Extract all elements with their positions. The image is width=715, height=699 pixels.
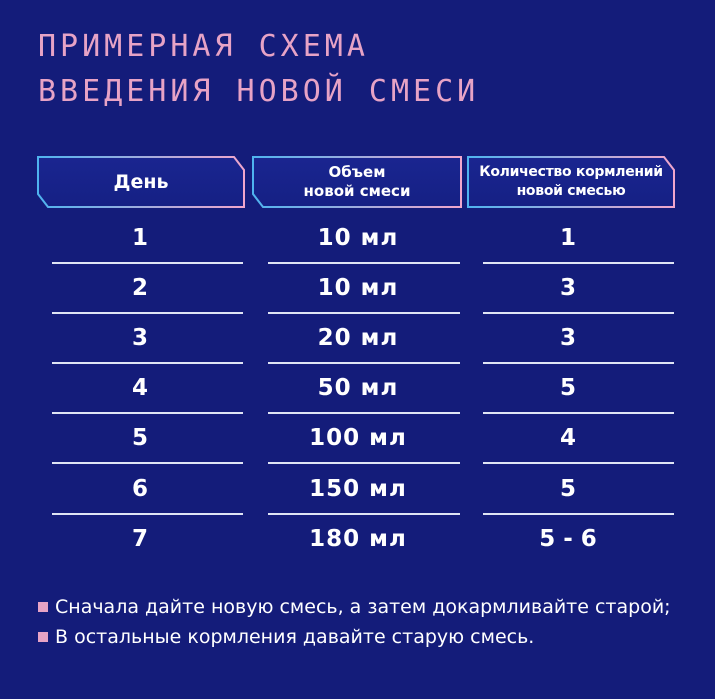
note-item	[38, 596, 671, 618]
square-bullet-icon	[38, 632, 48, 642]
table-row	[0, 314, 715, 364]
square-bullet-icon	[38, 602, 48, 612]
feedings-cell: 3	[559, 325, 576, 351]
volume-cell: 20 мл	[317, 325, 399, 351]
title-line-2: ВВЕДЕНИЯ НОВОЙ СМЕСИ	[38, 74, 480, 109]
header-feedings-label-line2: новой смесью	[516, 183, 626, 199]
day-cell: 7	[131, 526, 148, 552]
feedings-cell: 3	[559, 275, 576, 301]
page-title	[38, 24, 479, 114]
day-cell: 1	[131, 225, 148, 251]
table-row	[0, 364, 715, 414]
volume-cell: 150 мл	[309, 476, 407, 502]
table-row	[0, 264, 715, 314]
table-row	[0, 414, 715, 464]
day-cell: 5	[131, 425, 148, 451]
table-row	[0, 214, 715, 264]
day-cell: 6	[131, 476, 148, 502]
table-row	[0, 515, 715, 565]
table-row	[0, 465, 715, 515]
day-cell: 2	[131, 275, 148, 301]
day-cell: 3	[131, 325, 148, 351]
volume-cell: 180 мл	[309, 526, 407, 552]
feedings-cell: 1	[559, 225, 576, 251]
title-line-1: ПРИМЕРНАЯ СХЕМА	[38, 29, 369, 64]
note-text: В остальные кормления давайте старую смесь.	[55, 626, 535, 648]
row-divider	[52, 462, 243, 464]
volume-cell: 10 мл	[317, 275, 399, 301]
header-feedings	[467, 156, 675, 208]
volume-cell: 100 мл	[309, 425, 407, 451]
feedings-cell: 5	[559, 476, 576, 502]
note-item	[38, 626, 534, 648]
feedings-cell: 5	[559, 375, 576, 401]
volume-cell: 10 мл	[317, 225, 399, 251]
header-day-label: День	[113, 171, 169, 193]
day-cell: 4	[131, 375, 148, 401]
header-volume-label-line1: Объем	[328, 163, 386, 181]
header-day	[37, 156, 245, 208]
row-divider	[268, 462, 460, 464]
note-text: Сначала дайте новую смесь, а затем докармливайте старой;	[55, 596, 671, 618]
header-volume	[252, 156, 462, 208]
row-divider	[483, 462, 674, 464]
header-feedings-label-line1: Количество кормлений	[479, 164, 663, 180]
header-volume-label-line2: новой смеси	[303, 182, 411, 200]
feedings-cell: 4	[559, 425, 576, 451]
feedings-cell: 5 - 6	[539, 526, 597, 552]
volume-cell: 50 мл	[317, 375, 399, 401]
